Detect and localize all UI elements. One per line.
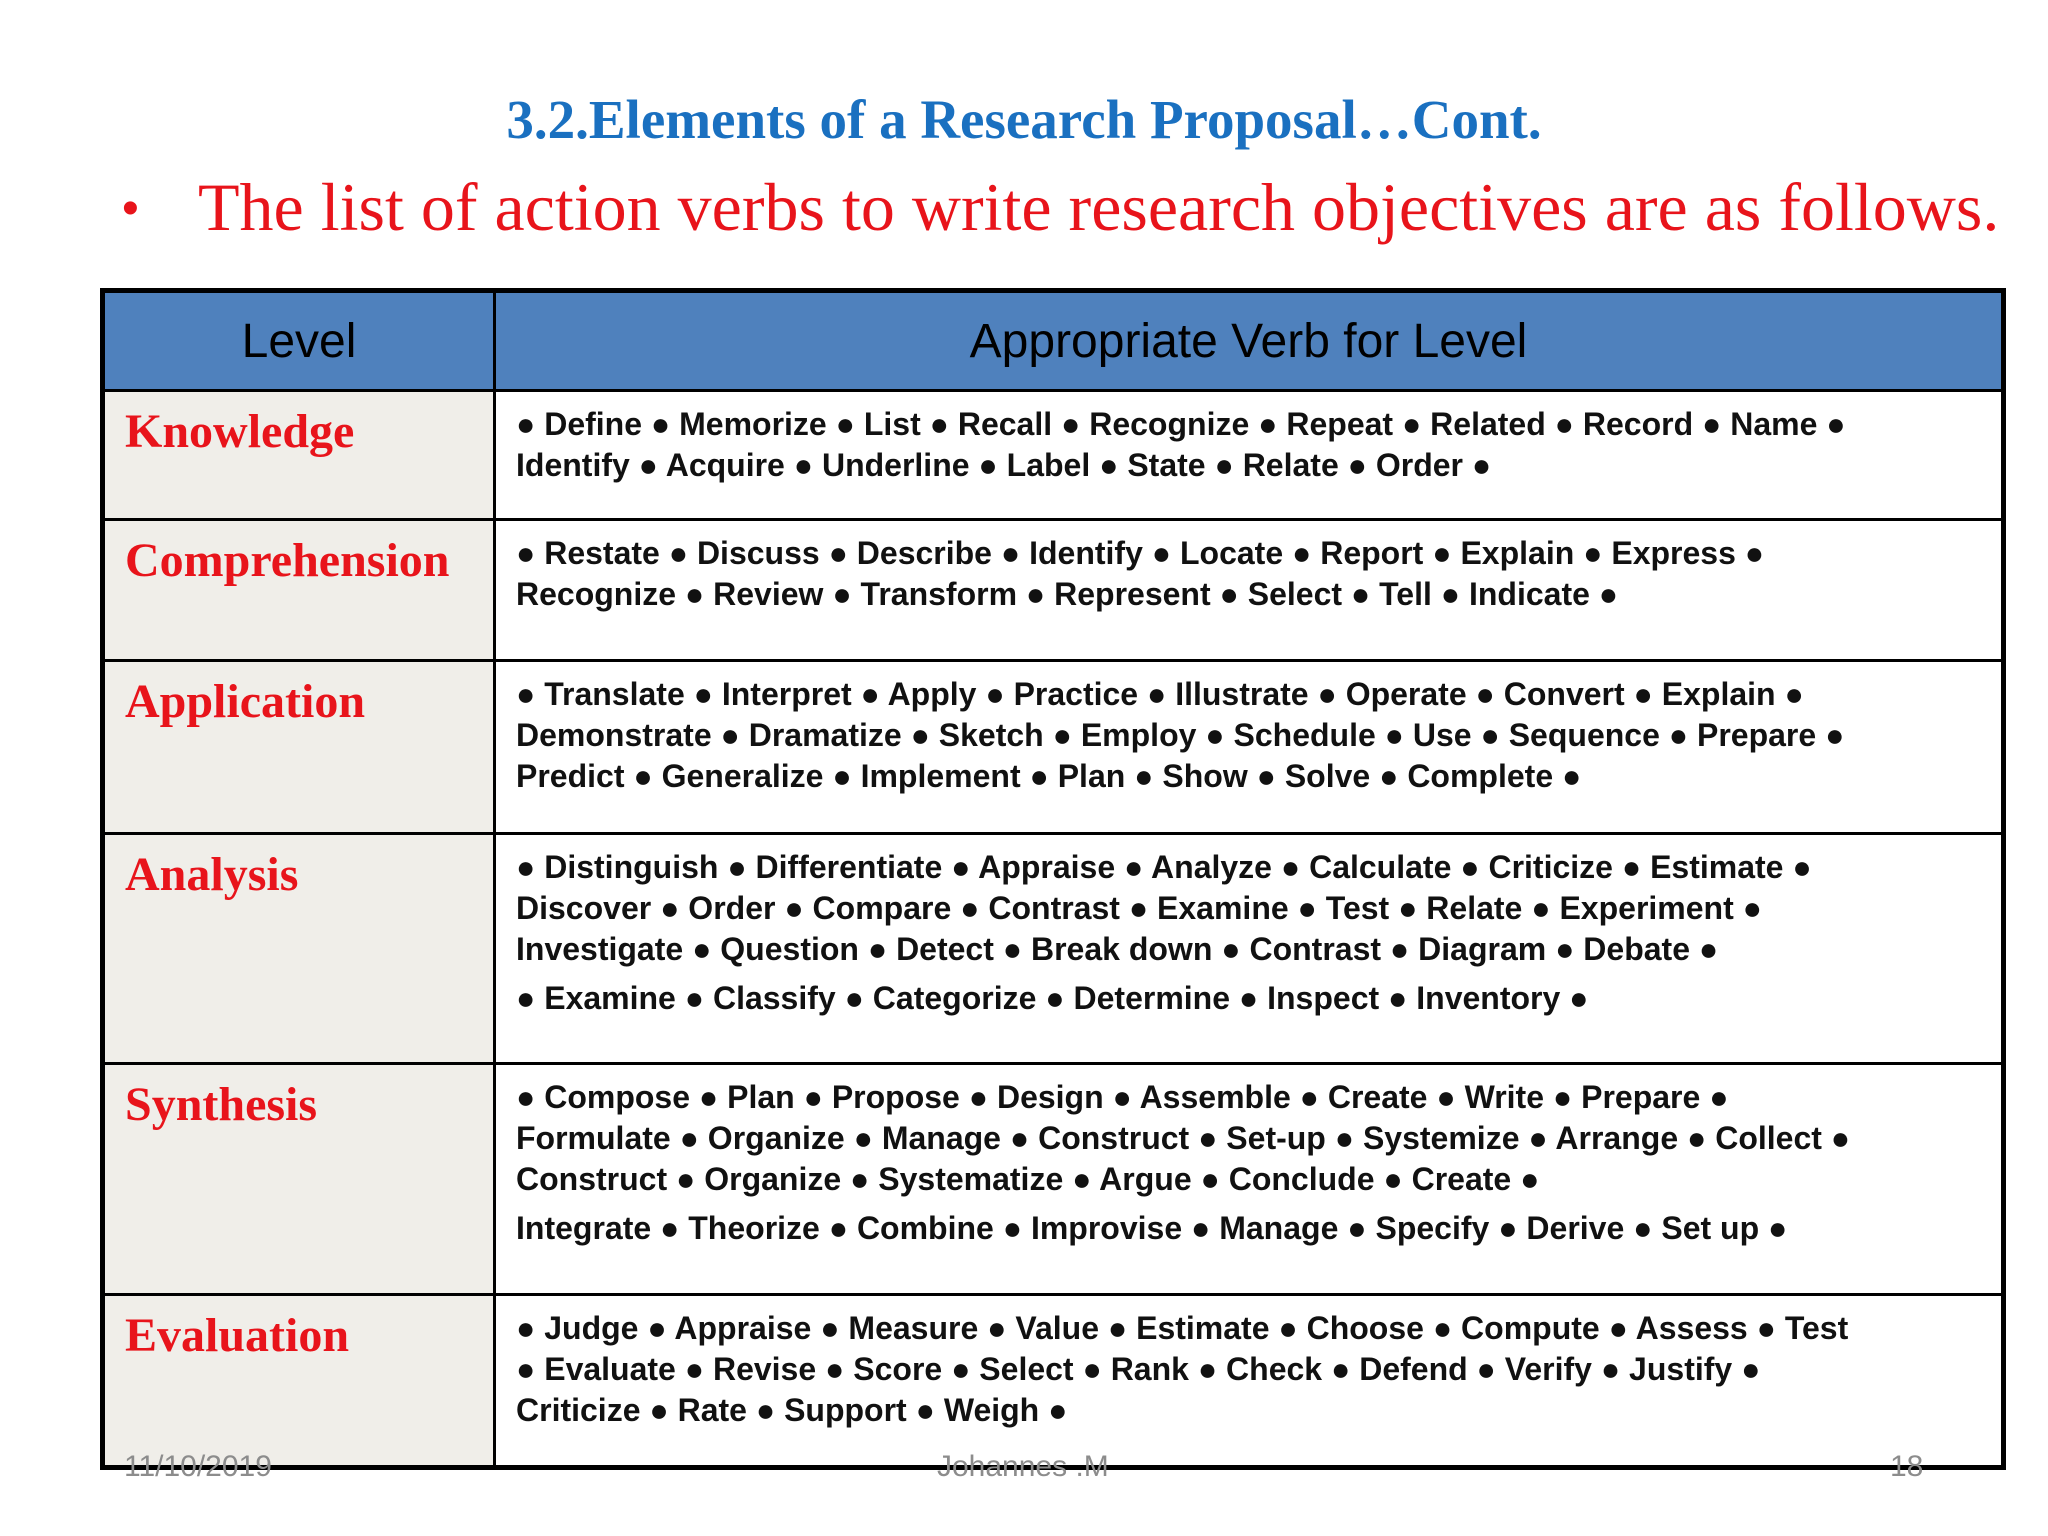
verb-line: ● Translate ● Interpret ● Apply ● Practice ● Illustrate ● Operate ● Convert ● Explain ● [516, 676, 1804, 712]
footer-date: 11/10/2019 [124, 1450, 272, 1483]
footer-author: Johannes .M [937, 1450, 1109, 1483]
verb-line: Criticize ● Rate ● Support ● Weigh ● [516, 1392, 1068, 1428]
verb-line: ● Examine ● Classify ● Categorize ● Determine ● Inspect ● Inventory ● [516, 980, 1589, 1016]
intro-bullet [122, 168, 1999, 247]
verb-line: Demonstrate ● Dramatize ● Sketch ● Employ ● Schedule ● Use ● Sequence ● Prepare ● [516, 717, 1845, 753]
verb-line: Recognize ● Review ● Transform ● Represent ● Select ● Tell ● Indicate ● [516, 576, 1619, 612]
verb-line: Discover ● Order ● Compare ● Contrast ● Examine ● Test ● Relate ● Experiment ● [516, 890, 1762, 926]
table-row-evaluation [103, 1295, 2004, 1468]
level-cell: Application [103, 661, 495, 834]
verb-line: Investigate ● Question ● Detect ● Break down ● Contrast ● Diagram ● Debate ● [516, 931, 1719, 967]
verbs-cell [495, 661, 2004, 834]
verbs-cell [495, 1064, 2004, 1295]
verb-line: Predict ● Generalize ● Implement ● Plan ● Show ● Solve ● Complete ● [516, 758, 1582, 794]
level-cell: Comprehension [103, 520, 495, 661]
verb-line: ● Distinguish ● Differentiate ● Appraise ● Analyze ● Calculate ● Criticize ● Estimate ● [516, 849, 1812, 885]
verb-line: ● Define ● Memorize ● List ● Recall ● Recognize ● Repeat ● Related ● Record ● Name ● [516, 406, 1846, 442]
verb-line: Identify ● Acquire ● Underline ● Label ● State ● Relate ● Order ● [516, 447, 1492, 483]
verb-line: ● Compose ● Plan ● Propose ● Design ● Assemble ● Create ● Write ● Prepare ● [516, 1079, 1729, 1115]
verbs-cell [495, 1295, 2004, 1468]
intro-bullet-text: The list of action verbs to write research objectives are as follows. [198, 169, 2000, 245]
header-level: Level [103, 291, 495, 391]
verb-line: ● Restate ● Discuss ● Describe ● Identify ● Locate ● Report ● Explain ● Express ● [516, 535, 1765, 571]
slide-title: 3.2.Elements of a Research Proposal…Cont. [506, 89, 1542, 150]
table-row-synthesis [103, 1064, 2004, 1295]
footer-page-number: 18 [1890, 1450, 1924, 1483]
table-header-row [103, 291, 2004, 391]
verb-line: Integrate ● Theorize ● Combine ● Improvise ● Manage ● Specify ● Derive ● Set up ● [516, 1210, 1788, 1246]
verb-line: Construct ● Organize ● Systematize ● Argue ● Conclude ● Create ● [516, 1161, 1540, 1197]
verbs-cell [495, 834, 2004, 1064]
verbs-cell [495, 391, 2004, 520]
verb-line: ● Evaluate ● Revise ● Score ● Select ● Rank ● Check ● Defend ● Verify ● Justify ● [516, 1351, 1761, 1387]
bullet-dot-icon: • [122, 181, 139, 235]
level-cell: Knowledge [103, 391, 495, 520]
table-row-application [103, 661, 2004, 834]
level-cell: Evaluation [103, 1295, 495, 1468]
verb-line: ● Judge ● Appraise ● Measure ● Value ● Estimate ● Choose ● Compute ● Assess ● Test [516, 1310, 1849, 1346]
level-cell: Synthesis [103, 1064, 495, 1295]
verb-line: Formulate ● Organize ● Manage ● Construct ● Set-up ● Systemize ● Arrange ● Collect ● [516, 1120, 1851, 1156]
table-row-knowledge [103, 391, 2004, 520]
header-verbs: Appropriate Verb for Level [495, 291, 2004, 391]
action-verbs-table [100, 288, 2006, 1470]
table-row-analysis [103, 834, 2004, 1064]
verbs-cell [495, 520, 2004, 661]
table-row-comprehension [103, 520, 2004, 661]
level-cell: Analysis [103, 834, 495, 1064]
